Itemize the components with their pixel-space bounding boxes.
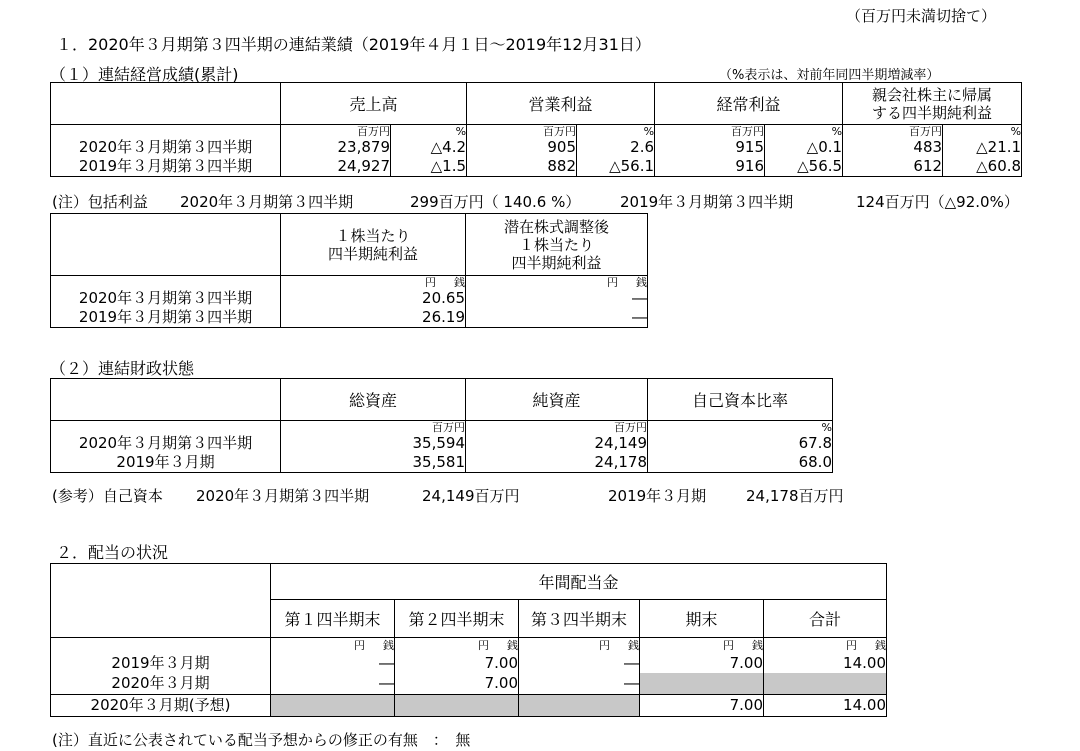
dividend-table — [50, 563, 887, 717]
cell-q3-shaded — [519, 695, 640, 717]
unit-pct: % — [648, 421, 833, 435]
header-annual-dividend: 年間配当金 — [271, 564, 887, 600]
comprehensive-cur-value: 299百万円（ 140.6 %） — [410, 193, 581, 211]
header-eps-line1: １株当たり — [335, 226, 411, 245]
cell-sales: 24,927 — [281, 157, 391, 177]
header-operating-profit: 営業利益 — [467, 83, 655, 125]
unit-yen: 円 — [607, 276, 618, 289]
unit-million: 百万円 — [655, 125, 765, 139]
row-label: 2020年３月期(予想) — [51, 695, 271, 717]
cell-q2: 7.00 — [395, 654, 519, 673]
table-row — [51, 695, 887, 717]
table-row — [51, 654, 887, 673]
cell-year-end-shaded — [640, 673, 764, 695]
comprehensive-prev-period: 2019年３月期第３四半期 — [620, 193, 794, 211]
header-total-assets: 総資産 — [281, 379, 466, 421]
ref-prev-period: 2019年３月期 — [608, 487, 707, 505]
cell-diluted: ― — [466, 308, 648, 328]
header-q2: 第２四半期末 — [395, 600, 519, 638]
header-net-profit-line1: 親会社株主に帰属 — [872, 85, 993, 104]
ref-cur-period: 2020年３月期第３四半期 — [196, 487, 370, 505]
cell-ord: 915 — [655, 138, 765, 157]
section2-title: ２．配当の状況 — [56, 543, 169, 562]
ref-cur-value: 24,149百万円 — [422, 487, 520, 505]
cell-q3: ― — [519, 673, 640, 695]
cell-net-pct: △21.1 — [943, 138, 1022, 157]
sub2-title: （２）連結財政状態 — [50, 359, 195, 378]
unit-sen: 銭 — [636, 276, 647, 289]
row-label: 2020年３月期第３四半期 — [51, 138, 281, 157]
header-q3: 第３四半期末 — [519, 600, 640, 638]
cell-year-end: 7.00 — [640, 695, 764, 717]
unit-sen: 銭 — [752, 639, 763, 653]
cell-diluted: ― — [466, 289, 648, 308]
cell-net-assets: 24,149 — [466, 434, 648, 453]
sub1-title: （１）連結経営成績(累計) — [50, 65, 239, 84]
cell-op: 882 — [467, 157, 577, 177]
cell-year-end: 7.00 — [640, 654, 764, 673]
row-label: 2020年３月期 — [51, 673, 271, 695]
header-net-profit-line2: する四半期純利益 — [872, 103, 993, 122]
unit-yen: 円 — [846, 639, 857, 653]
results-table — [50, 82, 1022, 177]
unit-yen: 円 — [425, 276, 436, 289]
unit-yen-sen — [395, 638, 519, 654]
cell-eps: 26.19 — [281, 308, 466, 328]
table-row — [51, 308, 648, 328]
unit-pct: % — [391, 125, 467, 139]
section1-title: １．2020年３月期第３四半期の連結業績（2019年４月１日～2019年12月31日） — [56, 35, 651, 54]
unit-yen: 円 — [354, 639, 365, 653]
row-label: 2020年３月期第３四半期 — [51, 434, 281, 453]
cell-q2-shaded — [395, 695, 519, 717]
cell-ord-pct: △0.1 — [765, 138, 843, 157]
row-label: 2019年３月期第３四半期 — [51, 157, 281, 177]
comprehensive-prev-value: 124百万円（△92.0%） — [856, 193, 1019, 211]
cell-q3: ― — [519, 654, 640, 673]
row-label: 2019年３月期第３四半期 — [51, 308, 281, 328]
header-q1: 第１四半期末 — [271, 600, 395, 638]
cell-sales-pct: △1.5 — [391, 157, 467, 177]
cell-ratio: 67.8 — [648, 434, 833, 453]
cell-assets: 35,594 — [281, 434, 466, 453]
unit-yen-sen — [466, 276, 648, 290]
cell-assets: 35,581 — [281, 453, 466, 473]
header-net-profit — [843, 83, 1022, 125]
comprehensive-cur-period: 2020年３月期第３四半期 — [180, 193, 354, 211]
cell-net-pct: △60.8 — [943, 157, 1022, 177]
cell-q1: ― — [271, 673, 395, 695]
cell-ratio: 68.0 — [648, 453, 833, 473]
unit-sen: 銭 — [454, 276, 465, 289]
header-eps — [281, 214, 466, 276]
row-label: 2020年３月期第３四半期 — [51, 289, 281, 308]
table-row — [51, 434, 833, 453]
cell-eps: 20.65 — [281, 289, 466, 308]
unit-pct: % — [765, 125, 843, 139]
comprehensive-label: (注）包括利益 — [52, 193, 148, 211]
cell-total: 14.00 — [764, 654, 887, 673]
unit-million: 百万円 — [843, 125, 943, 139]
unit-sen: 銭 — [383, 639, 394, 653]
header-eps-line2: 四半期純利益 — [327, 244, 418, 263]
unit-yen-sen — [281, 276, 466, 290]
cell-total: 14.00 — [764, 695, 887, 717]
header-net-assets: 純資産 — [466, 379, 648, 421]
header-ordinary-profit: 経常利益 — [655, 83, 843, 125]
unit-million: 百万円 — [466, 421, 648, 435]
cell-op-pct: 2.6 — [577, 138, 655, 157]
unit-sen: 銭 — [875, 639, 886, 653]
table-row — [51, 673, 887, 695]
header-diluted-line2: １株当たり — [518, 235, 594, 254]
header-year-end: 期末 — [640, 600, 764, 638]
row-label: 2019年３月期 — [51, 654, 271, 673]
unit-million: 百万円 — [467, 125, 577, 139]
unit-pct: % — [943, 125, 1022, 139]
cell-net: 483 — [843, 138, 943, 157]
ref-prev-value: 24,178百万円 — [746, 487, 844, 505]
header-equity-ratio: 自己資本比率 — [648, 379, 833, 421]
unit-yen-sen — [271, 638, 395, 654]
ref-label: (参考）自己資本 — [52, 487, 163, 505]
header-sales: 売上高 — [281, 83, 467, 125]
unit-sen: 銭 — [628, 639, 639, 653]
unit-yen-sen — [519, 638, 640, 654]
header-diluted-line3: 四半期純利益 — [511, 253, 602, 272]
table-row — [51, 289, 648, 308]
cell-sales-pct: △4.2 — [391, 138, 467, 157]
cell-net-assets: 24,178 — [466, 453, 648, 473]
unit-yen: 円 — [723, 639, 734, 653]
cell-ord: 916 — [655, 157, 765, 177]
cell-total-shaded — [764, 673, 887, 695]
unit-yen: 円 — [478, 639, 489, 653]
cell-q1-shaded — [271, 695, 395, 717]
unit-yen: 円 — [599, 639, 610, 653]
cell-op: 905 — [467, 138, 577, 157]
cell-net: 612 — [843, 157, 943, 177]
unit-pct: % — [577, 125, 655, 139]
row-label: 2019年３月期 — [51, 453, 281, 473]
dividend-note: (注）直近に公表されている配当予想からの修正の有無 ： 無 — [52, 731, 471, 749]
table-row — [51, 453, 833, 473]
header-blank — [51, 83, 281, 125]
unit-yen-sen — [764, 638, 887, 654]
pct-note: （%表示は、対前年同四半期増減率） — [719, 68, 940, 83]
unit-sen: 銭 — [507, 639, 518, 653]
unit-note: （百万円未満切捨て） — [846, 7, 997, 25]
unit-million: 百万円 — [281, 125, 391, 139]
header-diluted-line1: 潜在株式調整後 — [503, 217, 609, 236]
table-row — [51, 138, 1022, 157]
unit-yen-sen — [640, 638, 764, 654]
cell-ord-pct: △56.5 — [765, 157, 843, 177]
eps-table — [50, 213, 648, 328]
unit-million: 百万円 — [281, 421, 466, 435]
table-row — [51, 157, 1022, 177]
cell-op-pct: △56.1 — [577, 157, 655, 177]
header-diluted-eps — [466, 214, 648, 276]
cell-q2: 7.00 — [395, 673, 519, 695]
header-total: 合計 — [764, 600, 887, 638]
cell-q1: ― — [271, 654, 395, 673]
financial-position-table — [50, 378, 833, 473]
cell-sales: 23,879 — [281, 138, 391, 157]
